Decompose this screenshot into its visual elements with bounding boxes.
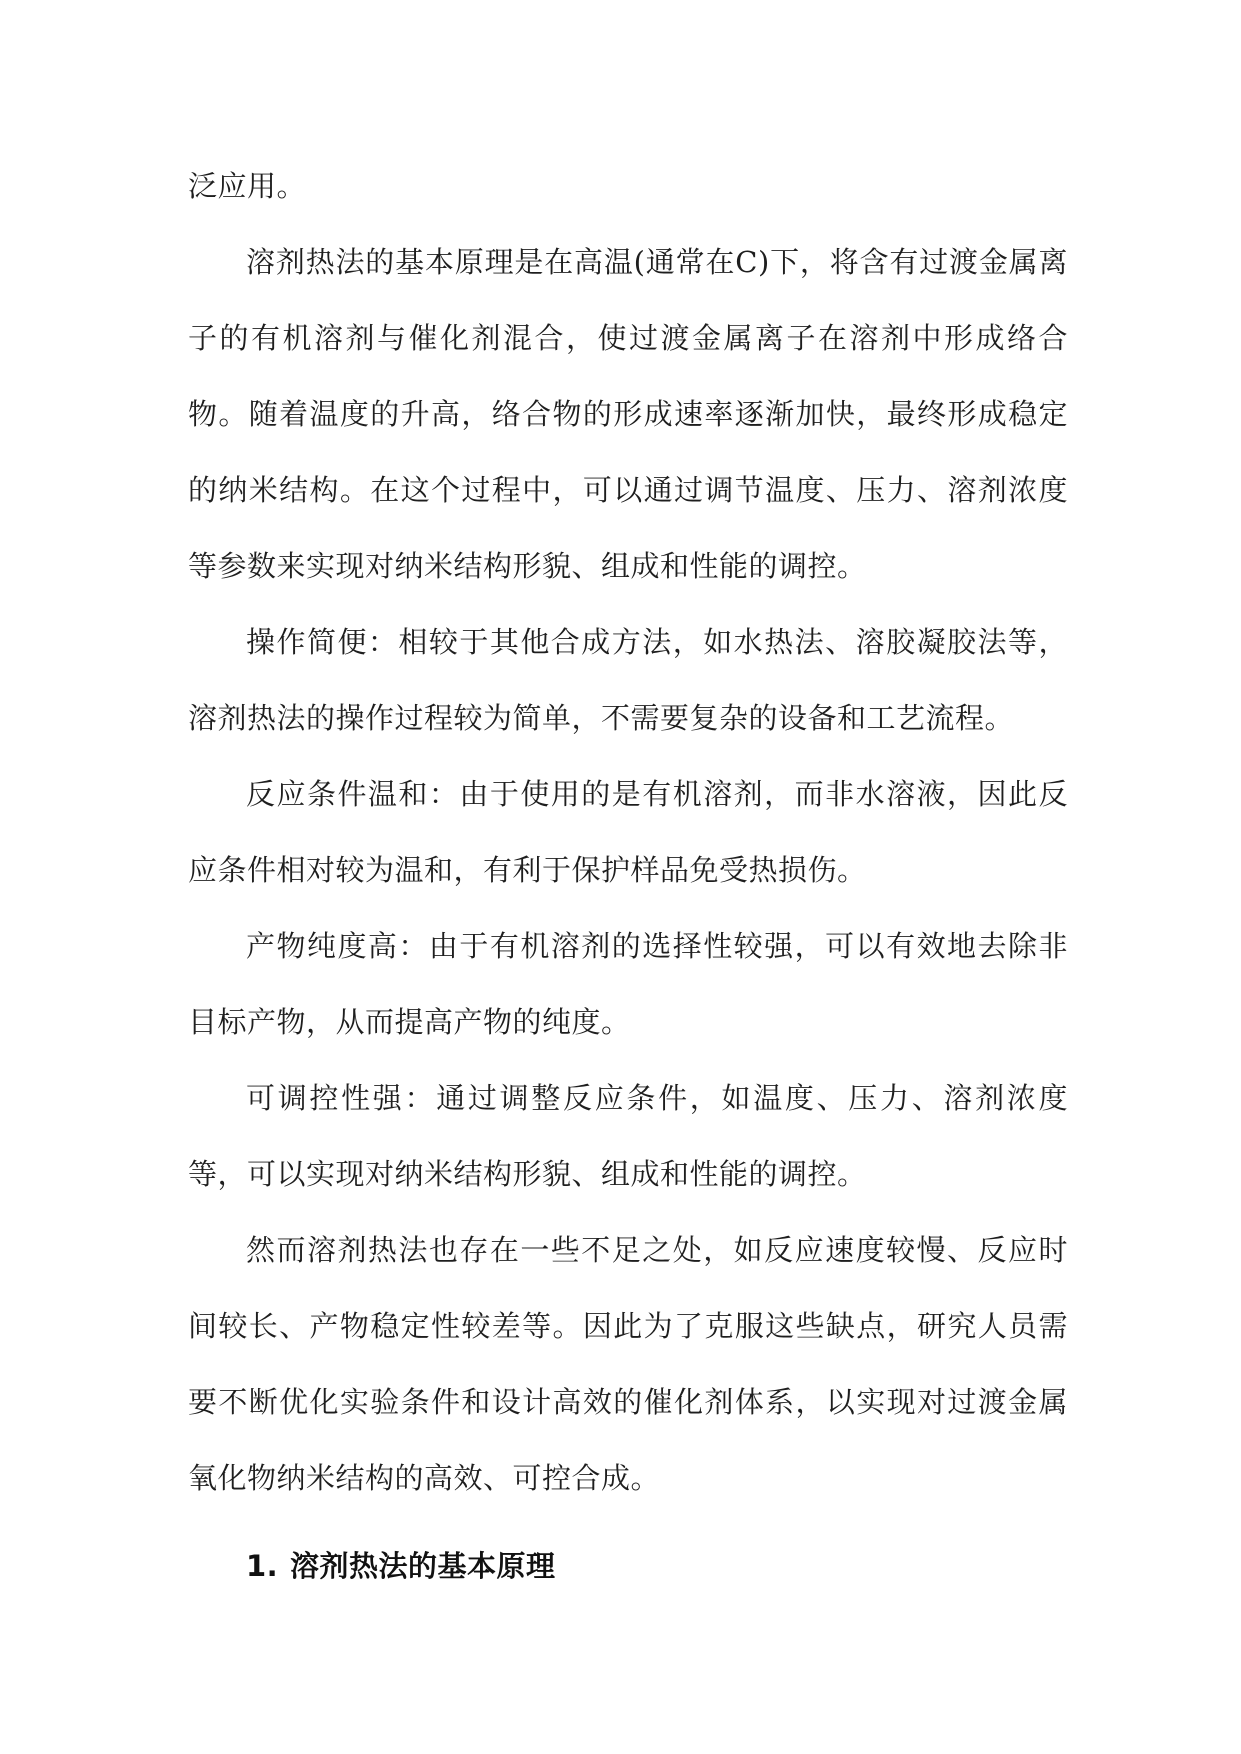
section-number: 1. — [246, 1549, 279, 1583]
section-title: 溶剂热法的基本原理 — [290, 1549, 556, 1583]
body-text — [188, 148, 1068, 1516]
paragraph-controllability: 可调控性强：通过调整反应条件，如温度、压力、溶剂浓度等，可以实现对纳米结构形貌、组成和性能的调控。 — [188, 1081, 1068, 1191]
paragraph-mild-conditions: 反应条件温和：由于使用的是有机溶剂，而非水溶液，因此反应条件相对较为温和，有利于保护样品免受热损伤。 — [188, 777, 1068, 887]
paragraph-high-purity: 产物纯度高：由于有机溶剂的选择性较强，可以有效地去除非目标产物，从而提高产物的纯度。 — [188, 929, 1068, 1039]
section-heading — [246, 1546, 556, 1586]
paragraph-principle: 溶剂热法的基本原理是在高温(通常在C)下，将含有过渡金属离子的有机溶剂与催化剂混合，使过渡金属离子在溶剂中形成络合物。随着温度的升高，络合物的形成速率逐渐加快，最终形成稳定的纳米结构。在这个过程中，可以通过调节温度、压力、溶剂浓度等参数来实现对纳米结构形貌、组成和性能的调控。 — [188, 245, 1068, 583]
paragraph-continuation: 泛应用。 — [188, 169, 307, 203]
paragraph-easy-operation: 操作简便：相较于其他合成方法，如水热法、溶胶凝胶法等，溶剂热法的操作过程较为简单，不需要复杂的设备和工艺流程。 — [188, 625, 1068, 735]
paragraph-shortcomings: 然而溶剂热法也存在一些不足之处，如反应速度较慢、反应时间较长、产物稳定性较差等。因此为了克服这些缺点，研究人员需要不断优化实验条件和设计高效的催化剂体系，以实现对过渡金属氧化物纳米结构的高效、可控合成。 — [188, 1233, 1068, 1495]
